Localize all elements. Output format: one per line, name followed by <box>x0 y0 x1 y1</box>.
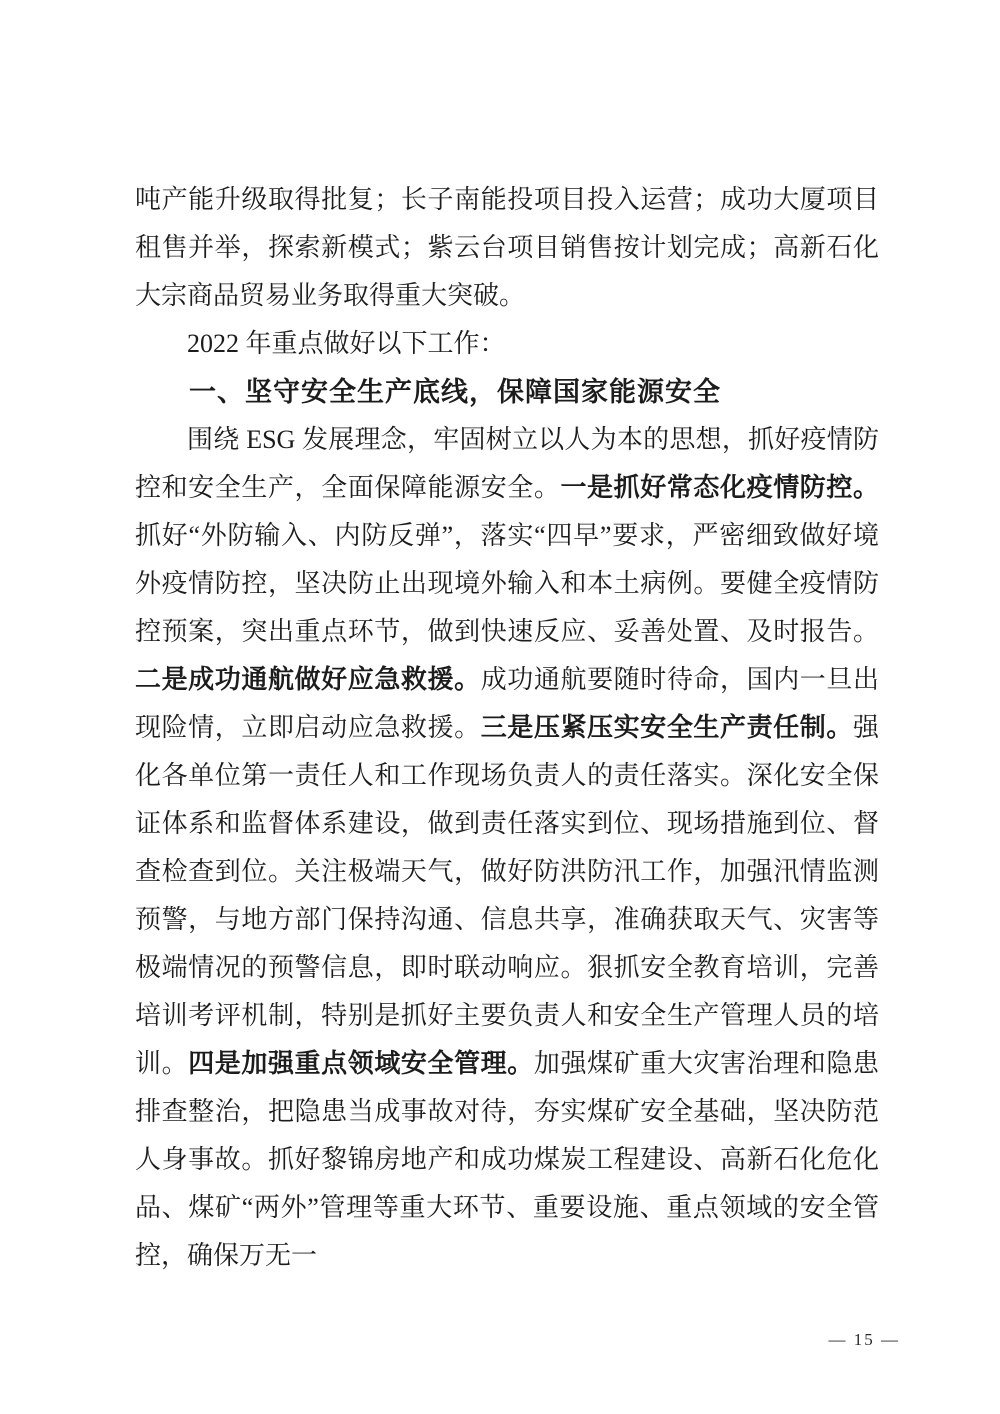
text-run: 围绕 ESG 发展理念，牢固树立以人为本的思想，抓好疫情防控和安全生产，全面保障能源安全。 <box>135 425 879 502</box>
text-run: 2022 年重点做好以下工作： <box>187 329 506 358</box>
emphasis-text-run: 三是压紧压实安全生产责任制。 <box>480 713 853 742</box>
paragraph <box>135 416 879 1280</box>
document-content <box>135 176 879 1280</box>
paragraph <box>135 176 879 320</box>
section-heading <box>135 368 879 416</box>
text-run: 加强煤矿重大灾害治理和隐患排查整治，把隐患当成事故对待，夯实煤矿安全基础，坚决防范人身事故。抓好黎锦房地产和成功煤炭工程建设、高新石化危化品、煤矿“两外”管理等重大环节、重要设施、重点领域的安全管控，确保万无一 <box>135 1049 879 1270</box>
emphasis-text-run: 二是成功通航做好应急救援。 <box>135 665 481 694</box>
emphasis-text-run: 四是加强重点领域安全管理。 <box>188 1049 534 1078</box>
text-run: 成功通航要随时待命，国内一旦出现险情，立即启动应急救援。 <box>135 665 879 742</box>
page-number: — 15 — <box>828 1330 900 1349</box>
paragraph <box>135 320 879 368</box>
emphasis-text-run: 一、坚守安全生产底线，保障国家能源安全 <box>189 377 721 407</box>
emphasis-text-run: 一是抓好常态化疫情防控。 <box>560 473 879 502</box>
page-footer <box>829 1330 901 1350</box>
text-run: 吨产能升级取得批复；长子南能投项目投入运营；成功大厦项目租售并举，探索新模式；紫云台项目销售按计划完成；高新石化大宗商品贸易业务取得重大突破。 <box>135 185 879 310</box>
text-run: 强化各单位第一责任人和工作现场负责人的责任落实。深化安全保证体系和监督体系建设，做到责任落实到位、现场措施到位、督查检查到位。关注极端天气，做好防洪防汛工作，加强汛情监测预警，与地方部门保持沟通、信息共享，准确获取天气、灾害等极端情况的预警信息，即时联动响应。狠抓安全教育培训，完善培训考评机制，特别是抓好主要负责人和安全生产管理人员的培训。 <box>135 713 879 1078</box>
text-run: 抓好“外防输入、内防反弹”，落实“四早”要求，严密细致做好境外疫情防控，坚决防止出现境外输入和本土病例。要健全疫情防控预案，突出重点环节，做到快速反应、妥善处置、及时报告。 <box>135 521 879 646</box>
